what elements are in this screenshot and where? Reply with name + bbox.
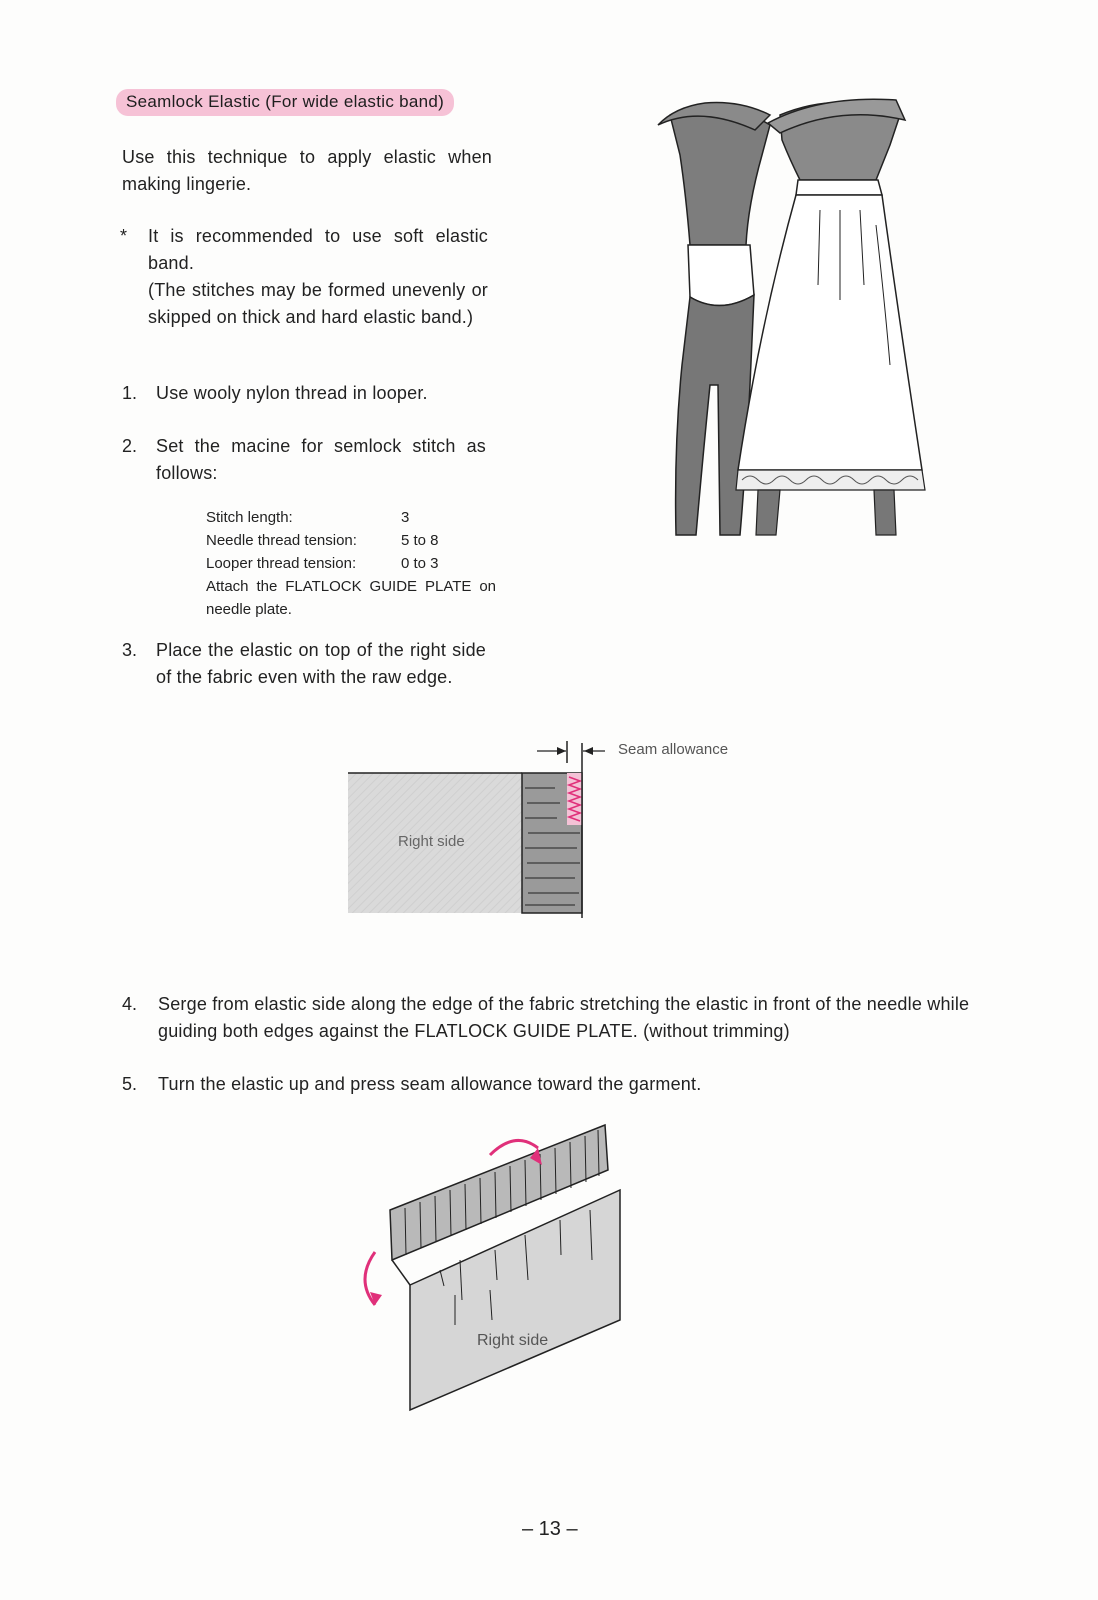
- setting-row: [206, 552, 439, 575]
- step-2-number: 2.: [122, 436, 138, 456]
- right-side-label-2: Right side: [477, 1332, 549, 1349]
- setting-label: Stitch length:: [206, 509, 293, 526]
- setting-row: [206, 529, 439, 552]
- seam-allowance-label: Seam allowance: [618, 741, 729, 758]
- step-4-text: Serge from elastic side along the edge of the fabric stretching the elastic in front of the needle while guiding both edges against the FLATLOCK GUIDE PLATE. (without trimming): [158, 994, 970, 1041]
- right-side-label: Right side: [398, 833, 465, 850]
- setting-label: Looper thread tension:: [206, 555, 357, 572]
- setting-value: 3: [401, 509, 410, 526]
- machine-settings: [206, 506, 439, 575]
- setting-value: 0 to 3: [401, 555, 439, 572]
- step-3-text: Place the elastic on top of the right side of the fabric even with the raw edge.: [156, 640, 486, 687]
- step-1-text: Use wooly nylon thread in looper.: [156, 383, 428, 403]
- step-5-text: Turn the elastic up and press seam allowance toward the garment.: [158, 1074, 702, 1094]
- step-5-number: 5.: [122, 1074, 138, 1094]
- intro-paragraph: Use this technique to apply elastic when making lingerie.: [122, 147, 492, 194]
- elastic-fold-diagram: [350, 1120, 640, 1420]
- note-text: [148, 223, 488, 331]
- elastic-placement-diagram: [345, 733, 605, 923]
- step-4-number: 4.: [122, 994, 138, 1014]
- note-line-1: It is recommended to use soft elastic band.: [148, 226, 488, 273]
- attach-note: Attach the FLATLOCK GUIDE PLATE on needle plate.: [206, 578, 496, 618]
- note-marker: *: [120, 226, 128, 246]
- setting-value: 5 to 8: [401, 532, 439, 549]
- setting-row: [206, 506, 439, 529]
- section-heading: Seamlock Elastic (For wide elastic band): [116, 89, 454, 116]
- step-3-number: 3.: [122, 640, 138, 660]
- page-number: – 13 –: [522, 1518, 578, 1540]
- setting-label: Needle thread tension:: [206, 532, 357, 549]
- step-1-number: 1.: [122, 383, 138, 403]
- note-line-2: (The stitches may be formed unevenly or skipped on thick and hard elastic band.): [148, 280, 488, 327]
- lingerie-illustration: [650, 85, 940, 545]
- step-2-text: Set the macine for semlock stitch as follows:: [156, 436, 486, 483]
